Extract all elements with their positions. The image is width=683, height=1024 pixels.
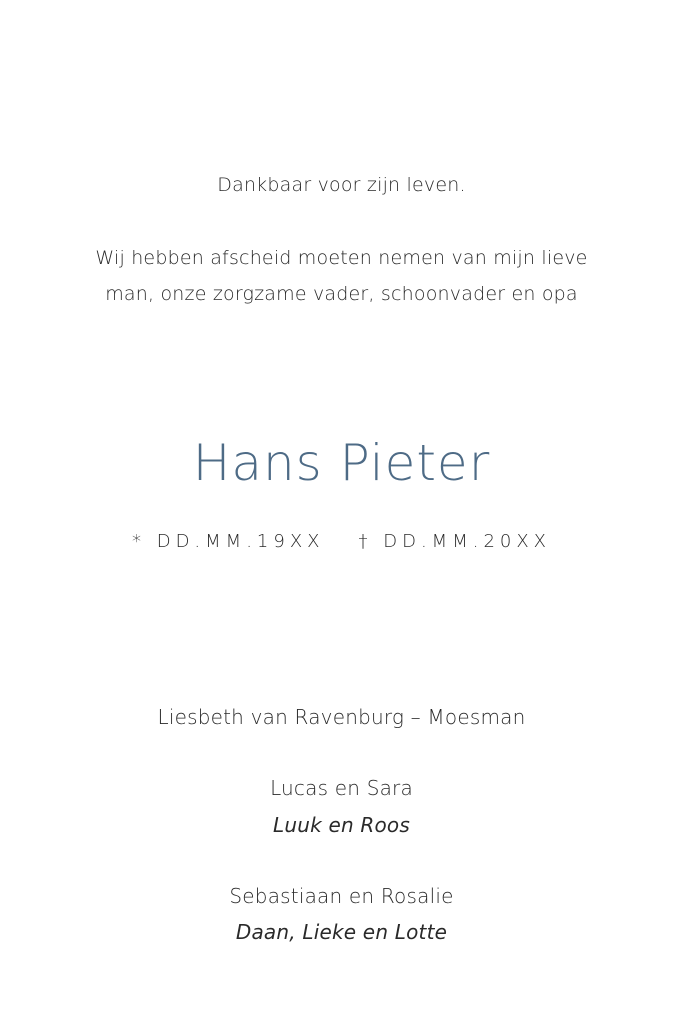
spouse-name: Liesbeth van Ravenburg – Moesman bbox=[157, 705, 526, 729]
message-line-1: Wij hebben afscheid moeten nemen van mijn lieve bbox=[95, 247, 588, 269]
birth-date: * DD.MM.19XX bbox=[131, 531, 325, 552]
deceased-name: Hans Pieter bbox=[192, 434, 491, 492]
death-date: † DD.MM.20XX bbox=[358, 531, 552, 552]
life-dates bbox=[0, 531, 683, 552]
grandchildren-1: Luuk en Roos bbox=[273, 813, 410, 837]
child-couple-2: Sebastiaan en Rosalie bbox=[229, 884, 454, 908]
grandchildren-2: Daan, Lieke en Lotte bbox=[235, 920, 448, 944]
message-line-2: man, onze zorgzame vader, schoonvader en opa bbox=[105, 283, 578, 305]
child-couple-1: Lucas en Sara bbox=[270, 776, 413, 800]
gratitude-line: Dankbaar voor zijn leven. bbox=[217, 174, 466, 196]
